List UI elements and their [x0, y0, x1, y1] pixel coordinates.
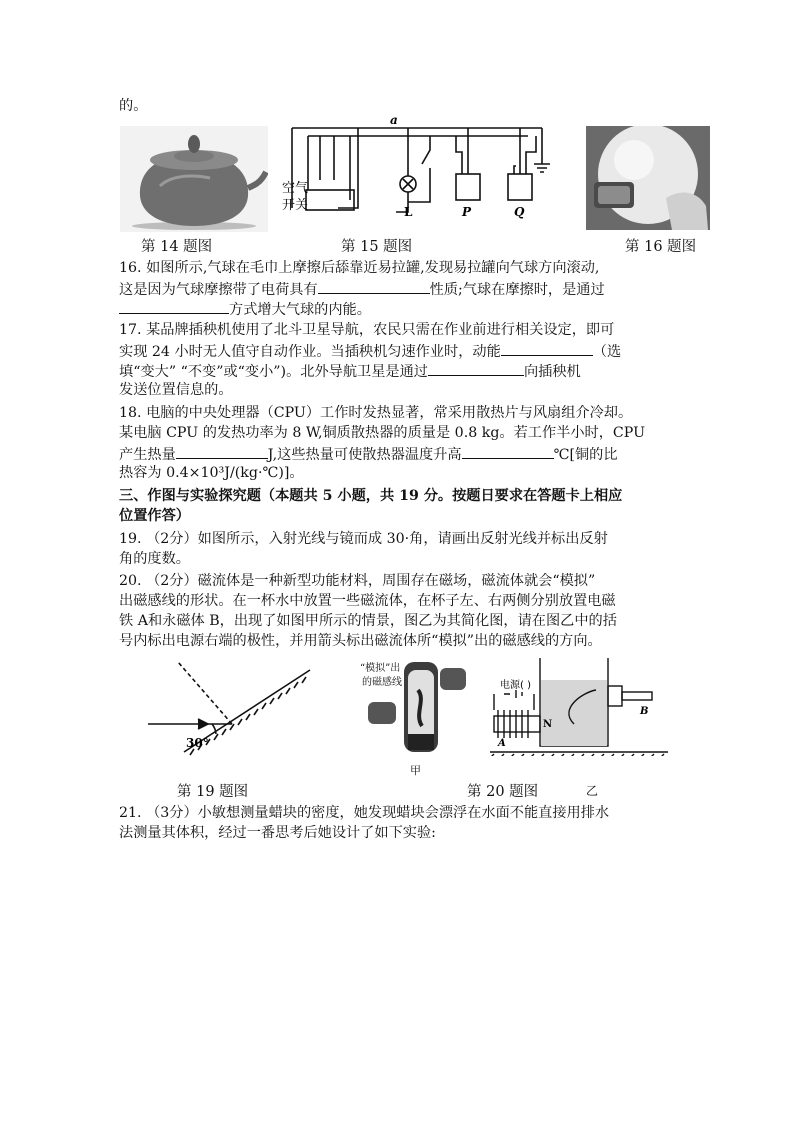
power-source-label: 电源( )	[500, 680, 531, 691]
q18-text-c: ℃[铜的比	[553, 447, 618, 463]
q17-line-4: 发送位置信息的。	[119, 382, 233, 398]
q17-answer-blank-1[interactable]	[501, 340, 593, 356]
label-jia: 甲	[410, 764, 421, 777]
q18-line-1: 18. 电脑的中央处理器（CPU）工作时发热显著，常采用散热片与风扇组介冷却。	[119, 405, 633, 421]
q16-answer-blank-1[interactable]	[318, 278, 430, 294]
q16-text-a: 这是因为气球摩擦带了电荷具有	[119, 282, 318, 298]
q17-text-a: 实现 24 小时无人值守自动作业。当插秧机匀速作业时，动能	[119, 344, 501, 360]
q18-answer-blank-1[interactable]	[176, 443, 268, 459]
mirror-reflection-diagram	[140, 656, 316, 756]
section-3-heading-line-1: 三、作图与实验探究题（本题共 5 小题，共 19 分。按题日要求在答题卡上相应	[119, 488, 623, 504]
q17-line-3	[119, 360, 581, 382]
household-circuit-diagram	[280, 112, 570, 234]
q21-line-2: 法测量其体积，经过一番思考后她设计了如下实验:	[119, 825, 436, 841]
jia-label-line-2: 的磁感线	[362, 677, 402, 688]
section-3-heading-line-2: 位置作答）	[119, 508, 190, 524]
q20-line-2: 出磁感线的形状。在一杯水中放置一些磁流体，在杯子左、右两侧分别放置电磁	[119, 593, 616, 609]
q20-line-1: 20. （2分）磁流体是一种新型功能材料，周围存在磁场，磁流体就会“模拟”	[119, 573, 596, 589]
circuit-label-L: L	[404, 205, 413, 219]
q19-line-1: 19. （2分）如图所示，入射光线与镜而成 30·角，请画出反射光线并标出反射	[119, 531, 608, 547]
q17-line-2	[119, 340, 621, 362]
circuit-label-a: a	[390, 113, 398, 127]
q18-line-2: 某电脑 CPU 的发热功率为 8 W,铜质散热器的质量是 0.8 kg。若工作半小时，CPU	[119, 425, 646, 441]
air-switch-label-1: 空气	[282, 181, 309, 196]
q16-answer-blank-2[interactable]	[119, 298, 229, 314]
q17-text-d: 向插秧机	[523, 364, 581, 380]
pole-label-N: N	[543, 719, 553, 730]
q16-text-c: 方式增大气球的内能。	[229, 302, 371, 318]
caption-figure-19: 第 19 题图	[177, 784, 249, 800]
jia-label-line-1: “模拟”出	[360, 663, 401, 674]
q17-text-c: 填“变大” “不变”或“变小”)。北外导航卫星是通过	[119, 364, 428, 380]
caption-figure-14: 第 14 题图	[141, 239, 213, 255]
caption-figure-20: 第 20 题图	[467, 784, 539, 800]
caption-figure-15: 第 15 题图	[341, 239, 413, 255]
q17-answer-blank-2[interactable]	[428, 360, 524, 376]
ferrofluid-schematic-yi	[488, 654, 670, 756]
q18-text-b: J,这些热量可使散热器温度升高	[267, 447, 462, 463]
q21-line-1: 21. （3分）小敏想测量蜡块的密度，她发现蜡块会漂浮在水面不能直接用排水	[119, 805, 610, 821]
balloon-photo	[586, 126, 710, 230]
label-yi: 乙	[586, 784, 599, 798]
magnet-label-B: B	[640, 706, 649, 717]
caption-figure-16: 第 16 题图	[625, 239, 697, 255]
q18-text-a: 产生热量	[119, 447, 176, 463]
top-fragment: 的。	[119, 98, 148, 114]
teapot-photo	[120, 126, 268, 232]
q16-line-3	[119, 298, 371, 320]
q18-answer-blank-2[interactable]	[462, 443, 554, 459]
q17-line-1: 17. 某品牌插秧机使用了北斗卫星导航，农民只需在作业前进行相关设定，即可	[119, 322, 615, 338]
q16-line-2	[119, 278, 605, 300]
q17-text-b: （选	[592, 344, 622, 360]
electromagnet-label-A: A	[498, 738, 506, 749]
q16-line-1: 16. 如图所示,气球在毛巾上摩擦后舔靠近易拉罐,发现易拉罐向气球方向滚动,	[119, 260, 600, 276]
q18-line-4: 热容为 0.4×10³J/(kg·℃)]。	[119, 465, 304, 481]
q20-line-3: 铁 A和永磁体 B，出现了如图甲所示的情景，图乙为其简化图，请在图乙中的括	[119, 613, 617, 629]
q18-line-3	[119, 443, 618, 465]
circuit-label-P: P	[462, 205, 472, 219]
q20-line-4: 号内标出电源右端的极性，并用箭头标出磁流体所“模拟”出的磁感线的方向。	[119, 633, 602, 649]
q19-line-2: 角的度数。	[119, 551, 190, 567]
angle-label-30: 30°	[186, 736, 209, 750]
air-switch-label-2: 开关	[282, 198, 309, 213]
circuit-label-Q: Q	[514, 205, 525, 219]
q16-text-b: 性质;气球在摩擦时，是通过	[429, 282, 605, 298]
